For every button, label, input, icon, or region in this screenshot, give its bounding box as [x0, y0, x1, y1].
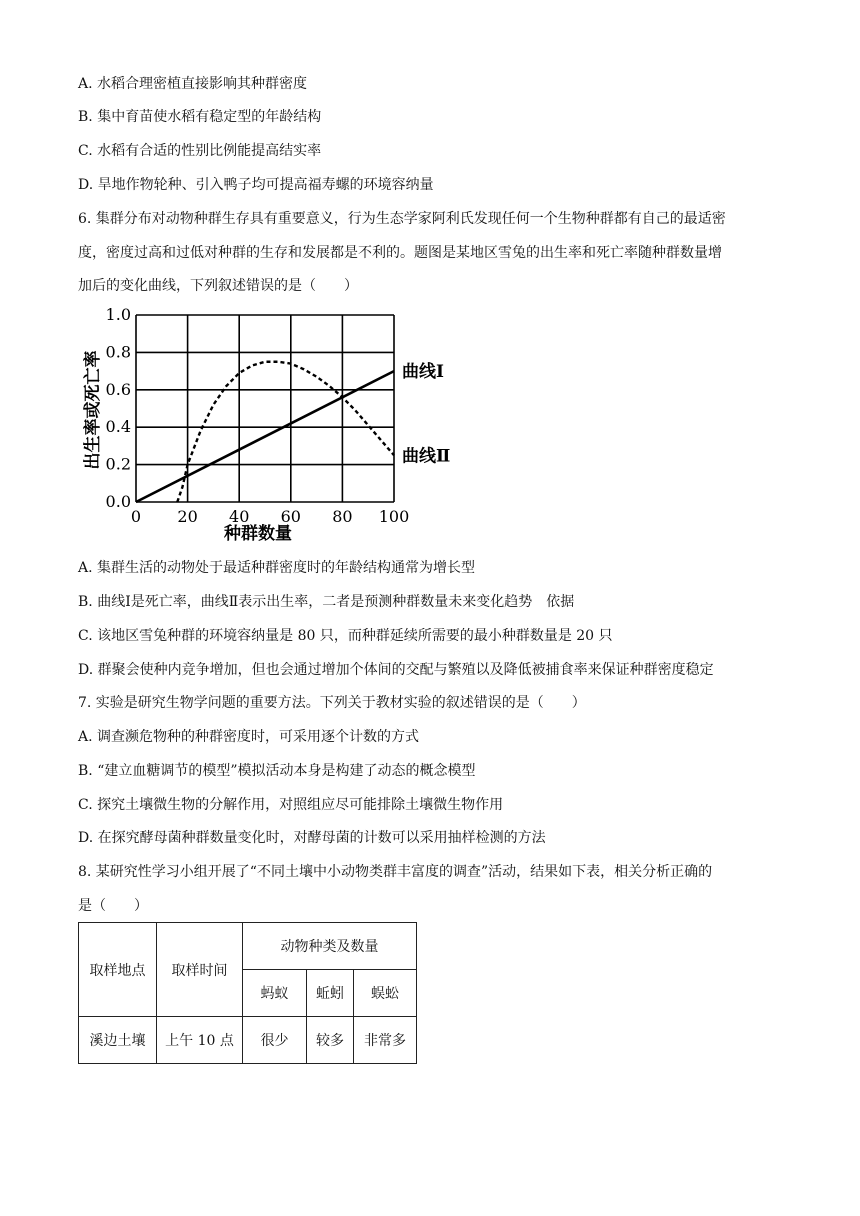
cell-centipede-count: 非常多 — [354, 1017, 417, 1064]
header-sampling-place: 取样地点 — [79, 923, 157, 1017]
table-header-row — [79, 923, 417, 970]
q6-stem-line-3: 加后的变化曲线，下列叙述错误的是（ ） — [78, 278, 358, 294]
series-line-1 — [136, 371, 394, 502]
birth-death-rate-chart — [78, 305, 478, 545]
q7-option-d: D. 在探究酵母菌种群数量变化时，对酵母菌的计数可以采用抽样检测的方法 — [78, 830, 546, 846]
series-label-2: 曲线Ⅱ — [402, 446, 451, 467]
q6-option-b: B. 曲线Ⅰ是死亡率，曲线Ⅱ表示出生率，二者是预测种群数量未来变化趋势 依据 — [78, 594, 575, 610]
q5-option-b: B. 集中育苗使水稻有稳定型的年龄结构 — [78, 109, 322, 125]
table-row — [79, 1017, 417, 1064]
cell-ant-count: 很少 — [243, 1017, 307, 1064]
y-tick-label: 0.0 — [105, 492, 131, 511]
chart-series — [136, 361, 450, 502]
header-species-centipede: 蜈蚣 — [354, 970, 417, 1017]
q7-option-c: C. 探究土壤微生物的分解作用，对照组应尽可能排除土壤微生物作用 — [78, 797, 504, 813]
q5-option-d: D. 旱地作物轮种、引入鸭子均可提高福寿螺的环境容纳量 — [78, 177, 434, 193]
y-axis-label: 出生率或死亡率 — [83, 350, 103, 470]
q7-stem: 7. 实验是研究生物学问题的重要方法。下列关于教材实验的叙述错误的是（ ） — [78, 695, 586, 711]
q8-stem-line-2: 是（ ） — [78, 898, 148, 914]
survey-table — [78, 922, 417, 1064]
chart-grid — [136, 315, 394, 502]
header-sampling-time: 取样时间 — [157, 923, 243, 1017]
y-tick-label: 1.0 — [105, 305, 131, 324]
q7-option-b: B. “建立血糖调节的模型”模拟活动本身是构建了动态的概念模型 — [78, 763, 476, 779]
series-label-1: 曲线Ⅰ — [402, 362, 444, 383]
header-species-earthworm: 蚯蚓 — [307, 970, 354, 1017]
q6-stem-line-2: 度，密度过高和过低对种群的生存和发展都是不利的。题图是某地区雪兔的出生率和死亡率随种群数量增 — [78, 245, 722, 261]
header-species-group: 动物种类及数量 — [243, 923, 417, 970]
q6-option-c: C. 该地区雪兔种群的环境容纳量是 80 只，而种群延续所需要的最小种群数量是 20 只 — [78, 628, 613, 644]
cell-earthworm-count: 较多 — [307, 1017, 354, 1064]
x-tick-label: 60 — [280, 507, 301, 526]
q5-option-c: C. 水稻有合适的性别比例能提高结实率 — [78, 143, 322, 159]
q8-stem-line-1: 8. 某研究性学习小组开展了“不同土壤中小动物类群丰富度的调查”活动，结果如下表，相关分析正确的 — [78, 864, 713, 880]
x-tick-label: 20 — [177, 507, 198, 526]
q7-option-a: A. 调查濒危物种的种群密度时，可采用逐个计数的方式 — [78, 729, 420, 745]
cell-time: 上午 10 点 — [157, 1017, 243, 1064]
y-tick-label: 0.4 — [105, 417, 131, 437]
x-axis-label: 种群数量 — [224, 524, 292, 544]
y-tick-label: 0.8 — [105, 342, 131, 362]
q6-option-d: D. 群聚会使种内竞争增加，但也会通过增加个体间的交配与繁殖以及降低被捕食率来保证种群密度稳定 — [78, 662, 714, 678]
x-tick-label: 0 — [130, 507, 142, 526]
y-tick-label: 0.6 — [105, 379, 131, 399]
chart-ticks — [106, 305, 410, 526]
y-tick-label: 0.2 — [105, 454, 131, 474]
q6-stem-line-1: 6. 集群分布对动物种群生存具有重要意义，行为生态学家阿利氏发现任何一个生物种群都有自己的最适密 — [78, 211, 726, 227]
cell-place: 溪边土壤 — [79, 1017, 157, 1064]
q5-option-a: A. 水稻合理密植直接影响其种群密度 — [78, 76, 308, 92]
header-species-ant: 蚂蚁 — [243, 970, 307, 1017]
q6-option-a: A. 集群生活的动物处于最适种群密度时的年龄结构通常为增长型 — [78, 560, 476, 576]
x-tick-label: 40 — [229, 507, 250, 526]
x-tick-label: 100 — [378, 507, 410, 526]
series-line-2 — [177, 362, 394, 502]
x-tick-label: 80 — [332, 507, 353, 526]
